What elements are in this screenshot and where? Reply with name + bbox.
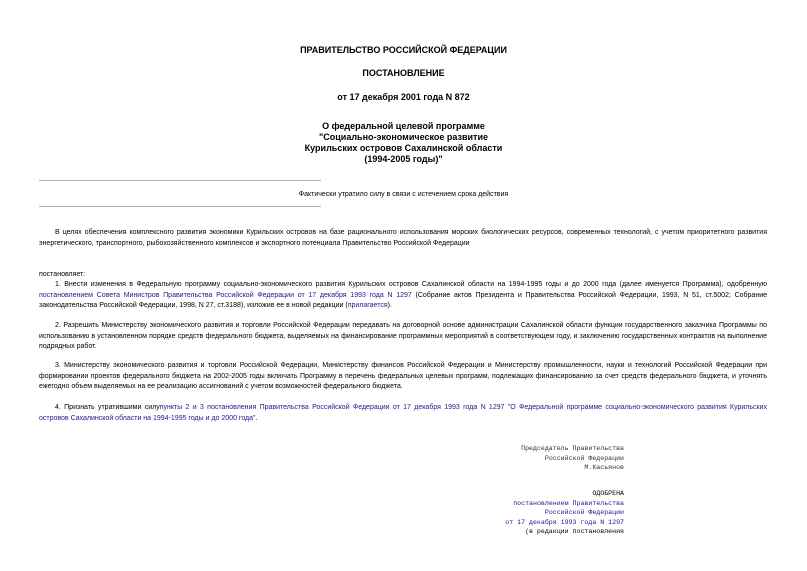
item-3-paragraph: 3. Министерству экономического развития и торговли Российской Федерации, Министерству финансов Российской Федерации и Министерству промышленности, науки и технологий Российской Федерации при формировании проектов федерального бюджета на 2002-2005 годы включать Программу в перечень федеральных целевых программ, подлежащих финансированию за счет средств федерального бюджета, и уточнять ежегодно объем выделяемых на ее реализацию ассигнований с учетом возможностей федерального бюджета. [39,362,767,390]
title-line: Курильских островов Сахалинской области [304,143,503,153]
approved-line-link[interactable]: постановлением Правительства [513,499,624,507]
divider-bottom [39,206,321,207]
item-1-text: 1. Внести изменения в Федеральную программу социально-экономического развития Курильских островов Сахалинской области на 1994-1995 годы и до 2000 года (далее именуется Программа), одобренную [55,281,767,288]
signature-block [420,444,624,473]
title-line: О федеральной целевой программе [322,121,485,131]
approved-line-link[interactable]: Российской Федерации [544,509,624,516]
government-heading: ПРАВИТЕЛЬСТВО РОССИЙСКОЙ ФЕДЕРАЦИИ [300,45,507,55]
item-4-paragraph [39,403,767,424]
intro-paragraph: В целях обеспечения комплексного развития экономики Курильских островов на базе рационального использования морских биологических ресурсов, современных технологий, с учетом приоритетного развития энергетического, транспортного, рыбохозяйственного комплексов и экспортного потенциала Правительство Российской Федерации [39,229,767,247]
approved-block [420,489,624,537]
approved-line: (в редакции постановления [525,528,624,535]
item-4-text: 4. Признать утратившими силу [55,404,160,411]
approved-line-link[interactable]: от 17 декабря 1993 года N 1297 [505,518,624,526]
signature-line: Председатель Правительства [521,445,624,452]
item-1-paragraph [39,280,767,312]
signature-line: Российской Федерации [544,454,624,462]
item-1-end: ). [387,302,392,309]
title-line: "Социально-экономическое развитие [319,132,488,142]
resolution-heading: ПОСТАНОВЛЕНИЕ [362,68,445,78]
decree-word: постановляет: [39,271,86,278]
resolution-date: от 17 декабря 2001 года N 872 [337,92,470,102]
status-note: Фактически утратило силу в связи с истечением срока действия [298,191,509,198]
title-line: (1994-2005 годы)" [364,154,443,164]
item-4-end: . [255,414,258,422]
item-2-paragraph: 2. Разрешить Министерству экономического развития и торговли Российской Федерации передавать на договорной основе администрации Сахалинской области функции государственного заказчика Программы по использованию в установленном порядке средств федерального бюджета, выделяемых на финансирование программных мероприятий в соответствующем году, и заключению государственных контрактов на выполнение подрядных работ. [39,322,767,350]
resolution-1297-link[interactable]: постановлением Совета Министров Правительства Российской Федерации от 17 декабря 1993 года N 1297 [39,291,412,299]
divider-top [39,180,321,181]
attached-link[interactable]: прилагается [347,302,388,309]
item-1-text-after: (Собрание актов Президента и Правительства Российской Федерации, 1993, N 51, ст.5002; Собрание законодательства Российской Федерации, 1998, N 27, ст.3188), изложив ее в новой редакции ( [39,291,767,309]
repealed-items-link[interactable]: пункты 2 и 3 постановления Правительства Российской Федерации от 17 декабря 1993 года N 1297 "О Федеральной программе социально-экономического развития Курильских островов Сахалинской области на 1994-1995 годы и до 2000 года" [39,404,767,422]
approved-line: ОДОБРЕНА [592,490,624,497]
signature-line: М.Касьянов [584,464,624,471]
document-title [0,121,807,165]
